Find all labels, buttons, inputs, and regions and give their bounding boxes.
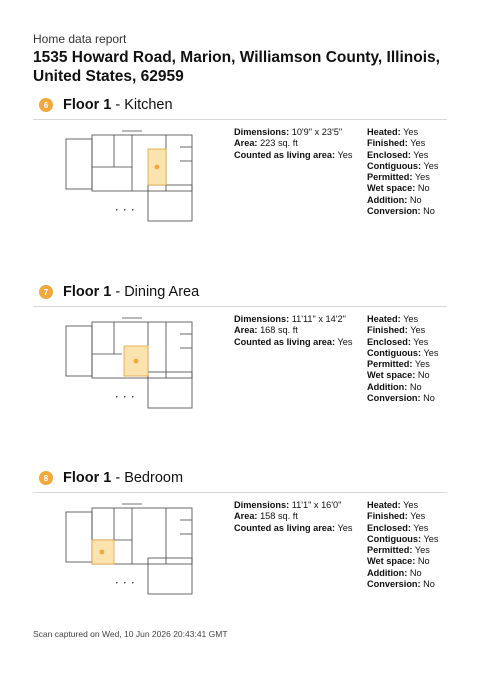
floor-plan-diagram <box>62 500 202 596</box>
room-attributes: Heated: Yes Finished: Yes Enclosed: Yes Contiguous: Yes Permitted: Yes Wet space: No Addition: No Conversion: No <box>367 500 439 590</box>
room-number-badge: 7 <box>39 285 53 299</box>
room-title <box>63 284 199 300</box>
room-attributes: Heated: Yes Finished: Yes Enclosed: Yes Contiguous: Yes Permitted: Yes Wet space: No Addition: No Conversion: No <box>367 314 439 404</box>
area-value: 158 sq. ft <box>260 511 298 522</box>
room-section-bedroom <box>0 468 480 648</box>
dimensions-value: 11'1" x 16'0" <box>291 500 342 510</box>
title-separator: - <box>115 470 121 486</box>
room-measurements: Dimensions: 11'1" x 16'0" Area: 158 sq. ft Counted as living area: Yes <box>234 500 353 533</box>
room-number-badge: 6 <box>39 98 53 112</box>
section-divider <box>33 492 447 493</box>
living-area-value: Yes <box>337 522 353 533</box>
room-attributes: Heated: Yes Finished: Yes Enclosed: Yes Contiguous: Yes Permitted: Yes Wet space: No Addition: No Conversion: No <box>367 127 439 217</box>
room-title <box>63 97 173 113</box>
floor-plan-diagram <box>62 314 202 410</box>
room-header <box>39 95 173 115</box>
title-separator: - <box>115 284 121 300</box>
room-section-dining-area <box>0 282 480 462</box>
floor-plan-diagram <box>62 127 202 223</box>
report-label: Home data report <box>33 32 127 46</box>
floor-label: Floor 1 <box>63 97 112 113</box>
living-area-value: Yes <box>337 149 353 160</box>
living-area-value: Yes <box>337 336 353 347</box>
room-header <box>39 282 199 302</box>
title-separator: - <box>115 97 121 113</box>
room-header <box>39 468 183 488</box>
room-measurements: Dimensions: 11'11" x 14'2" Area: 168 sq. ft Counted as living area: Yes <box>234 314 353 347</box>
dimensions-value: 11'11" x 14'2" <box>291 314 346 324</box>
property-address: 1535 Howard Road, Marion, Williamson County, Illinois, United States, 62959 <box>33 49 440 85</box>
area-value: 223 sq. ft <box>260 138 298 149</box>
section-divider <box>33 119 447 120</box>
dimensions-value: 10'9" x 23'5" <box>291 127 343 137</box>
floor-label: Floor 1 <box>63 284 112 300</box>
room-number-badge: 8 <box>39 471 53 485</box>
scan-timestamp: Scan captured on Wed, 10 Jun 2026 20:43:41 GMT <box>33 629 228 639</box>
floor-label: Floor 1 <box>63 470 112 486</box>
room-title <box>63 470 183 486</box>
area-value: 168 sq. ft <box>260 325 298 336</box>
room-section-kitchen <box>0 95 480 275</box>
room-name: Bedroom <box>124 470 184 486</box>
room-name: Kitchen <box>124 97 173 113</box>
room-name: Dining Area <box>124 284 200 300</box>
section-divider <box>33 306 447 307</box>
room-measurements: Dimensions: 10'9" x 23'5" Area: 223 sq. ft Counted as living area: Yes <box>234 127 353 160</box>
